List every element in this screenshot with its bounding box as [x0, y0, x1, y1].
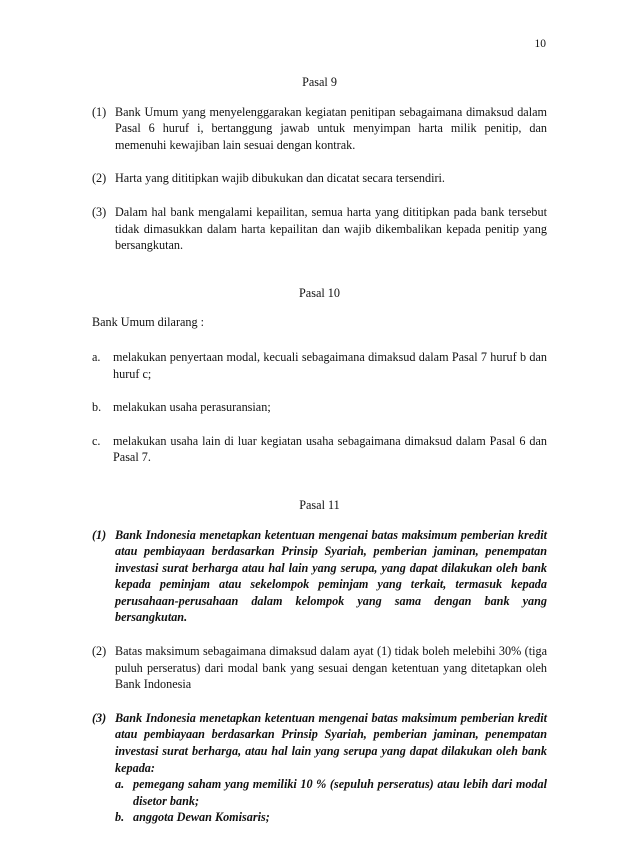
pasal-9-ayat-3 [92, 204, 547, 254]
sub-item-text: anggota Dewan Komisaris; [133, 810, 270, 825]
ayat-body [115, 710, 547, 826]
ayat-number: (1) [92, 104, 107, 119]
ayat-text: Dalam hal bank mengalami kepailitan, semua harta yang dititipkan pada bank tersebut tidak dimasukkan dalam harta kepailitan dan wajib dikembalikan kepada penitip yang bersangkutan. [115, 204, 547, 253]
item-text: melakukan usaha perasuransian; [113, 400, 271, 415]
ayat-number: (2) [92, 644, 107, 659]
ayat-text: Bank Umum yang menyelenggarakan kegiatan penitipan sebagaimana dimaksud dalam Pasal 6 huruf i, bertanggung jawab untuk menyimpan harta milik penitip, dan memenuhi kewajiban lain sesuai dengan kontrak. [115, 104, 547, 152]
item-letter: c. [92, 433, 101, 448]
pasal-9-title: Pasal 9 [302, 75, 337, 89]
ayat-3-sublist [115, 776, 547, 826]
sub-item-a [115, 776, 547, 809]
ayat-number: (3) [92, 204, 107, 219]
ayat-number: (2) [92, 171, 107, 186]
pasal-10-title: Pasal 10 [299, 285, 340, 300]
pasal-11-ayat-1 [92, 527, 547, 627]
pasal-11-ayat-2 [92, 643, 547, 693]
item-letter: a. [92, 349, 101, 364]
ayat-text: Bank Indonesia menetapkan ketentuan mengenai batas maksimum pemberian kredit atau pembiayaan berdasarkan Prinsip Syariah, pemberian jaminan, penempatan investasi surat berharga, atau hal lain yang serupa yang dapat dilakukan oleh bank kepada: [115, 710, 547, 775]
ayat-text: Batas maksimum sebagaimana dimaksud dalam ayat (1) tidak boleh melebihi 30% (tiga puluh perseratus) dari modal bank yang sesuai dengan ketentuan yang ditetapkan oleh Bank Indonesia [115, 644, 547, 692]
item-text: melakukan usaha lain di luar kegiatan usaha sebagaimana dimaksud dalam Pasal 6 dan Pasal 7. [113, 433, 547, 465]
pasal-11-ayat-3 [92, 710, 547, 826]
item-text: melakukan penyertaan modal, kecuali sebagaimana dimaksud dalam Pasal 7 huruf b dan huruf c; [113, 349, 547, 381]
page-number: 10 [534, 38, 546, 50]
ayat-number: (3) [92, 710, 107, 725]
pasal-9-ayat-1 [92, 104, 547, 154]
sub-item-b [115, 809, 547, 826]
item-letter: b. [92, 400, 102, 415]
pasal-9-ayat-2 [92, 170, 547, 187]
document-content [92, 74, 547, 843]
ayat-text: Bank Indonesia menetapkan ketentuan mengenai batas maksimum pemberian kredit atau pembiayaan berdasarkan Prinsip Syariah, pemberian jaminan, penempatan investasi surat berharga atau hal lain yang serupa, yang dapat dilakukan oleh bank kepada peminjam atau sekelompok peminjam yang terkait, termasuk kepada perusahaan-perusahaan dalam kelompok yang sama dengan bank yang bersangkutan. [115, 527, 547, 625]
sub-item-letter: b. [115, 810, 125, 825]
ayat-number: (1) [92, 527, 107, 542]
sub-item-letter: a. [115, 777, 125, 792]
pasal-10-intro: Bank Umum dilarang : [92, 315, 205, 330]
pasal-11-title: Pasal 11 [299, 497, 340, 512]
pasal-10-item-a [92, 349, 547, 382]
ayat-text: Harta yang dititipkan wajib dibukukan dan dicatat secara tersendiri. [115, 171, 445, 186]
pasal-10-item-c [92, 433, 547, 466]
sub-item-text: pemegang saham yang memiliki 10 % (sepuluh perseratus) atau lebih dari modal disetor bank; [133, 777, 547, 808]
pasal-10-item-b [92, 399, 547, 416]
